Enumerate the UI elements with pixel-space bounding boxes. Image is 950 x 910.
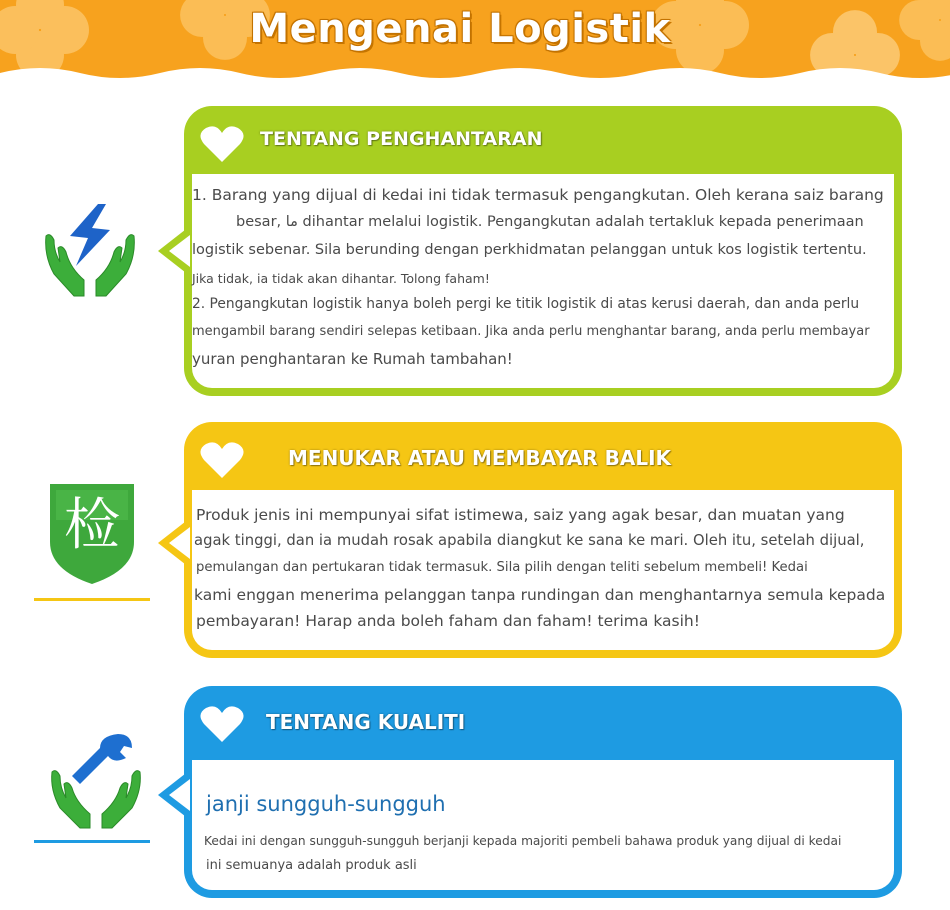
section-title: TENTANG KUALITI: [266, 710, 466, 734]
paragraph-line: Produk jenis ini mempunyai sifat istimewa, saiz yang agak besar, dan muatan yang: [196, 506, 845, 524]
page-title: Mengenai Logistik: [249, 6, 671, 52]
paragraph-line: logistik sebenar. Sila berunding dengan perkhidmatan pelanggan untuk kos logistik tertentu.: [192, 242, 867, 258]
inspection-char: 检: [64, 493, 120, 558]
heart-icon: [198, 704, 246, 744]
quality-subtitle: janji sungguh-sungguh: [206, 792, 446, 816]
delivery-card: [184, 106, 902, 396]
delivery-hands-icon: [40, 196, 140, 310]
return-card-body: [192, 490, 894, 650]
heart-icon: [198, 440, 246, 480]
paragraph-line: yuran penghantaran ke Rumah tambahan!: [192, 350, 513, 368]
paragraph-line: pembayaran! Harap anda boleh faham dan faham! terima kasih!: [196, 612, 700, 630]
paragraph-line: ini semuanya adalah produk asli: [206, 858, 417, 873]
paragraph-line: 2. Pengangkutan logistik hanya boleh pergi ke titik logistik di atas kerusi daerah, dan anda perlu: [192, 296, 860, 312]
section-title: MENUKAR ATAU MEMBAYAR BALIK: [288, 446, 672, 470]
card-pointer: [154, 770, 190, 820]
paragraph-line: Jika tidak, ia tidak akan dihantar. Tolong faham!: [192, 271, 490, 286]
return-card: [184, 422, 902, 658]
card-pointer: [154, 226, 190, 276]
paragraph-line: kami enggan menerima pelanggan tanpa rundingan dan menghantarnya semula kepada: [194, 586, 886, 604]
wrench-hands-icon: [46, 728, 146, 836]
paragraph-line: mengambil barang sendiri selepas ketibaan. Jika anda perlu menghantar barang, anda perlu membayar: [192, 324, 870, 339]
paragraph-line: Kedai ini dengan sungguh-sungguh berjanji kepada majoriti pembeli bahawa produk yang dijual di kedai: [204, 834, 842, 848]
paragraph-line: agak tinggi, dan ia mudah rosak apabila diangkut ke sana ke mari. Oleh itu, setelah dijual,: [194, 532, 865, 549]
inspection-shield-icon: [46, 480, 138, 590]
quality-card: [184, 686, 902, 898]
quality-card-body: [192, 760, 894, 890]
heart-icon: [198, 124, 246, 164]
card-pointer: [154, 518, 190, 568]
paragraph-line: pemulangan dan pertukaran tidak termasuk. Sila pilih dengan teliti sebelum membeli! Kedai: [196, 560, 808, 575]
banner-wave: [0, 61, 950, 82]
paragraph-line: besar, ﻣﺎ dihantar melalui logistik. Pengangkutan adalah tertakluk kepada penerimaan: [236, 214, 864, 230]
delivery-card-body: [192, 174, 894, 388]
section-title: TENTANG PENGHANTARAN: [260, 128, 543, 150]
section-divider: [34, 598, 150, 601]
title-banner: [0, 0, 950, 82]
paragraph-line: 1. Barang yang dijual di kedai ini tidak termasuk pengangkutan. Oleh kerana saiz barang: [192, 186, 884, 204]
section-divider: [34, 840, 150, 843]
